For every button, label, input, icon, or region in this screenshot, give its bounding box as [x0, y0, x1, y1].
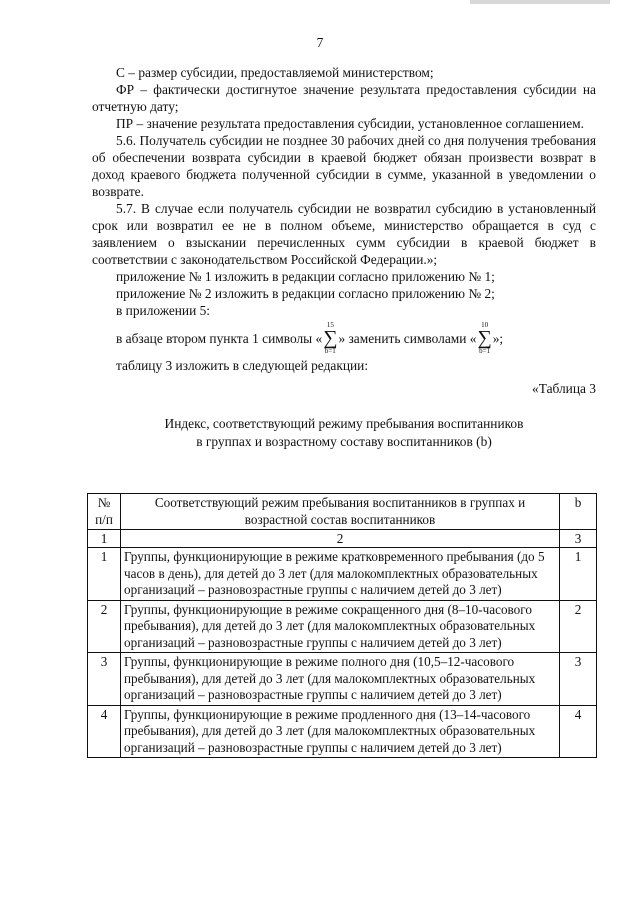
row-number: 1: [88, 548, 121, 601]
sigma-icon: ∑: [477, 327, 492, 349]
row-b: 4: [560, 705, 597, 758]
table-row: [88, 705, 597, 758]
sum-old-upper: 15: [326, 321, 334, 329]
row-b: 2: [560, 600, 597, 653]
scan-top-rule: [470, 0, 610, 4]
paragraph-pr-definition: ПР – значение результата предоставления субсидии, установленное соглашением.: [116, 116, 584, 131]
paragraph-c-definition: С – размер субсидии, предоставляемой министерством;: [116, 65, 434, 80]
row-text: Группы, функционирующие в режиме полного дня (10,5–12-часового пребывания), для детей до 3 лет (для малокомплектных образовательных организаций – разновозрастные группы с наличием детей до 3 лет): [121, 653, 560, 706]
table-row: [88, 653, 597, 706]
paragraph-5-7: 5.7. В случае если получатель субсидии не возвратил субсидию в установленный срок или возвратил ее не в полном объеме, министерство обращается в суд с заявлением о взыскании перечисленных сумм субсидии в краевой бюджет в соответствии с законодательством Российской Федерации.»;: [92, 201, 596, 267]
row-text: Группы, функционирующие в режиме кратковременного пребывания (до 5 часов в день), для детей до 3 лет (для малокомплектных образовательных организаций – разновозрастные группы с наличием детей до 3 лет): [121, 548, 560, 601]
row-number: 2: [88, 600, 121, 653]
row-number: 3: [88, 653, 121, 706]
amend-appendix-5: в приложении 5:: [116, 303, 211, 318]
amend-appendix-1: приложение № 1 изложить в редакции согласно приложению № 1;: [116, 269, 495, 284]
column-number-2: 2: [121, 530, 560, 548]
table-row: [88, 600, 597, 653]
paragraph-fr-definition: ФР – фактически достигнутое значение результата предоставления субсидии на отчетную дату;: [92, 82, 596, 114]
document-body: [92, 64, 596, 451]
table-column-numbers: [88, 530, 597, 548]
sum-symbol-new: [477, 321, 491, 355]
sum-symbol-old: [323, 321, 337, 355]
symbol-line-part2: » заменить символами «: [338, 330, 477, 346]
row-b: 3: [560, 653, 597, 706]
header-number: № п/п: [88, 494, 121, 530]
row-text: Группы, функционирующие в режиме сокращенного дня (8–10-часового пребывания), для детей до 3 лет (для малокомплектных образовательных организаций – разновозрастные группы с наличием детей до 3 лет): [121, 600, 560, 653]
header-b: b: [560, 494, 597, 530]
paragraph-5-6: 5.6. Получатель субсидии не позднее 30 рабочих дней со дня получения требования об обеспечении возврата субсидии в краевой бюджет обязан произвести возврат в доход краевого бюджета полученной субсидии в сумме, указанной в уведомлении о возврате.: [92, 133, 596, 199]
symbol-line-part3: »;: [492, 330, 504, 346]
sum-old-lower: b=1: [324, 347, 336, 355]
sum-new-lower: b=1: [479, 347, 491, 355]
table-row: [88, 548, 597, 601]
symbol-line-part1: в абзаце втором пункта 1 символы «: [116, 330, 323, 346]
sigma-icon: ∑: [323, 327, 338, 349]
table-label: «Таблица 3: [532, 381, 596, 396]
row-number: 4: [88, 705, 121, 758]
index-table: [87, 493, 597, 758]
page-number: 7: [316, 35, 324, 50]
column-number-1: 1: [88, 530, 121, 548]
amend-appendix-2: приложение № 2 изложить в редакции согласно приложению № 2;: [116, 286, 495, 301]
header-mode: Соответствующий режим пребывания воспитанников в группах и возрастной состав воспитанников: [121, 494, 560, 530]
table-instruction: таблицу 3 изложить в следующей редакции:: [116, 358, 369, 373]
table-header-row: [88, 494, 597, 530]
table-title-line2: в группах и возрастному составу воспитанников (b): [196, 434, 492, 449]
column-number-3: 3: [560, 530, 597, 548]
symbol-replacement-line: [92, 319, 596, 357]
table-title-line1: Индекс, соответствующий режиму пребывания воспитанников: [164, 416, 524, 431]
row-b: 1: [560, 548, 597, 601]
row-text: Группы, функционирующие в режиме продленного дня (13–14-часового пребывания), для детей до 3 лет (для малокомплектных образовательных организаций – разновозрастные группы с наличием детей до 3 лет): [121, 705, 560, 758]
sum-new-upper: 10: [481, 321, 489, 329]
